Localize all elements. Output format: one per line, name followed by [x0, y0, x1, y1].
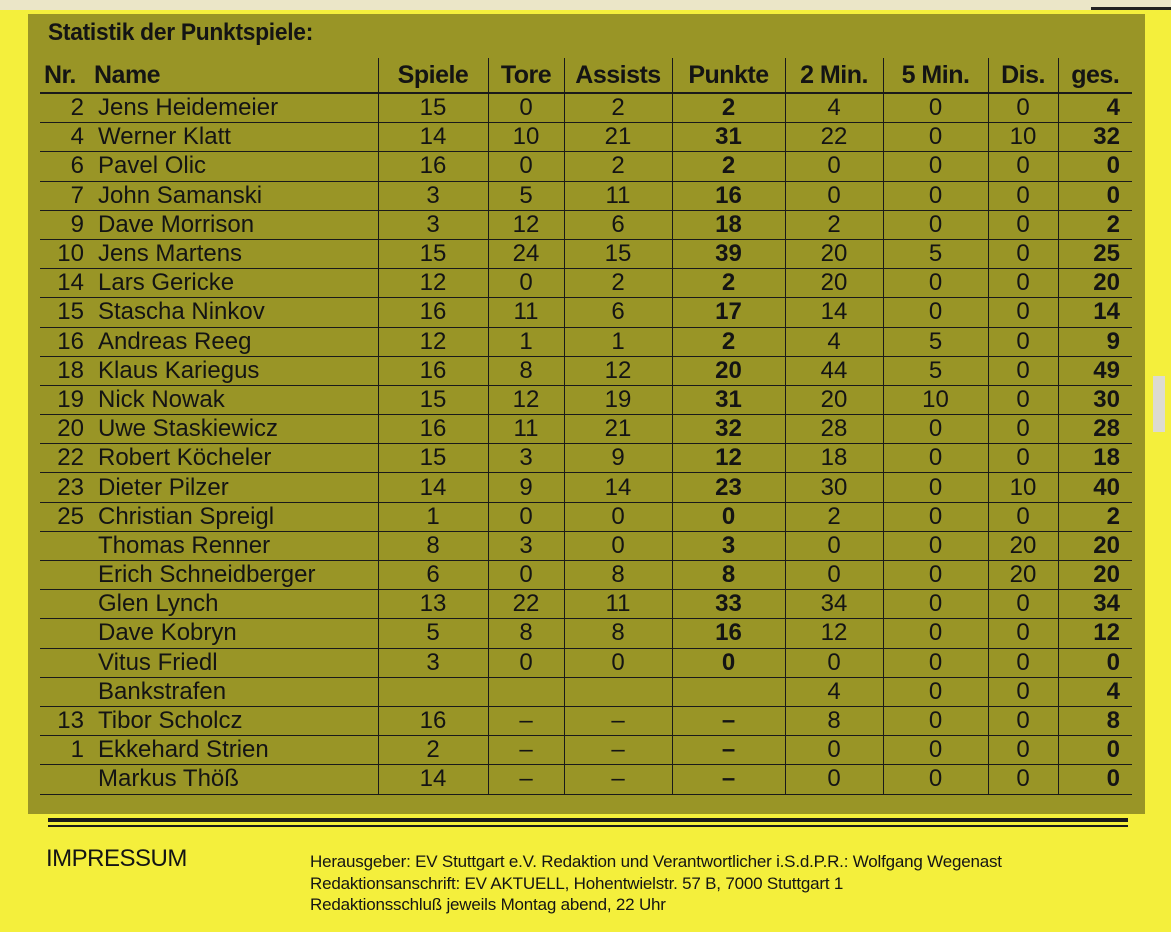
cell-name: Dave Kobryn	[90, 619, 378, 648]
cell-spiele: 16	[378, 152, 488, 181]
table-row	[40, 385, 1132, 414]
cell-punkte: –	[672, 706, 785, 735]
cell-5min: 0	[883, 269, 988, 298]
cell-assists: 8	[564, 619, 672, 648]
table-row	[40, 123, 1132, 152]
cell-punkte: 23	[672, 473, 785, 502]
cell-spiele: 8	[378, 531, 488, 560]
cell-5min: 0	[883, 181, 988, 210]
cell-5min: 0	[883, 531, 988, 560]
cell-punkte: 2	[672, 93, 785, 123]
table-row	[40, 502, 1132, 531]
cell-spiele: 3	[378, 181, 488, 210]
cell-punkte: 17	[672, 298, 785, 327]
cell-assists: 8	[564, 561, 672, 590]
cell-name: Markus Thöß	[90, 765, 378, 794]
cell-2min: 0	[785, 561, 883, 590]
cell-ges: 0	[1058, 648, 1132, 677]
cell-nr: 23	[40, 473, 90, 502]
cell-nr: 16	[40, 327, 90, 356]
cell-nr	[40, 677, 90, 706]
cell-spiele	[378, 677, 488, 706]
cell-2min: 18	[785, 444, 883, 473]
cell-nr: 4	[40, 123, 90, 152]
cell-5min: 0	[883, 152, 988, 181]
cell-tore: 0	[488, 93, 564, 123]
cell-assists: 11	[564, 181, 672, 210]
page-title: Statistik der Punktspiele:	[48, 19, 314, 46]
cell-5min: 0	[883, 590, 988, 619]
cell-punkte: 0	[672, 648, 785, 677]
cell-2min: 0	[785, 531, 883, 560]
cell-ges: 8	[1058, 706, 1132, 735]
cell-name: Christian Spreigl	[90, 502, 378, 531]
cell-dis: 0	[988, 181, 1058, 210]
top-edge-strip	[0, 0, 1171, 10]
cell-nr: 18	[40, 356, 90, 385]
cell-dis: 0	[988, 590, 1058, 619]
cell-dis: 0	[988, 765, 1058, 794]
cell-5min: 5	[883, 239, 988, 268]
cell-punkte	[672, 677, 785, 706]
cell-name: Glen Lynch	[90, 590, 378, 619]
divider-thin	[48, 825, 1128, 827]
cell-name: Werner Klatt	[90, 123, 378, 152]
cell-assists: 9	[564, 444, 672, 473]
divider-thick	[48, 818, 1128, 822]
cell-tore: 0	[488, 561, 564, 590]
cell-spiele: 6	[378, 561, 488, 590]
cell-ges: 0	[1058, 736, 1132, 765]
cell-5min: 0	[883, 444, 988, 473]
cell-tore: 8	[488, 619, 564, 648]
cell-punkte: 2	[672, 152, 785, 181]
cell-5min: 0	[883, 123, 988, 152]
cell-name: Pavel Olic	[90, 152, 378, 181]
cell-spiele: 16	[378, 356, 488, 385]
cell-dis: 20	[988, 531, 1058, 560]
cell-dis: 0	[988, 706, 1058, 735]
table-row	[40, 677, 1132, 706]
cell-5min: 0	[883, 415, 988, 444]
cell-assists: 6	[564, 298, 672, 327]
cell-tore: 3	[488, 531, 564, 560]
cell-name: Stascha Ninkov	[90, 298, 378, 327]
cell-name: Thomas Renner	[90, 531, 378, 560]
cell-ges: 4	[1058, 93, 1132, 123]
cell-tore: –	[488, 765, 564, 794]
cell-nr: 9	[40, 210, 90, 239]
cell-dis: 0	[988, 327, 1058, 356]
cell-tore: 11	[488, 298, 564, 327]
cell-name: Jens Martens	[90, 239, 378, 268]
column-header-assists: Assists	[564, 58, 672, 93]
cell-nr: 1	[40, 736, 90, 765]
column-header-spiele: Spiele	[378, 58, 488, 93]
table-row	[40, 444, 1132, 473]
cell-tore: 1	[488, 327, 564, 356]
impressum-details	[310, 851, 1002, 916]
cell-assists	[564, 677, 672, 706]
cell-2min: 4	[785, 327, 883, 356]
cell-tore: 0	[488, 269, 564, 298]
cell-spiele: 15	[378, 385, 488, 414]
cell-tore: –	[488, 736, 564, 765]
cell-dis: 10	[988, 473, 1058, 502]
cell-assists: 12	[564, 356, 672, 385]
cell-ges: 12	[1058, 619, 1132, 648]
cell-5min: 0	[883, 677, 988, 706]
cell-dis: 0	[988, 648, 1058, 677]
cell-dis: 0	[988, 502, 1058, 531]
cell-5min: 0	[883, 210, 988, 239]
cell-5min: 10	[883, 385, 988, 414]
cell-ges: 0	[1058, 152, 1132, 181]
impressum-line: Redaktionsanschrift: EV AKTUELL, Hohentwielstr. 57 B, 7000 Stuttgart 1	[310, 873, 844, 893]
table-row	[40, 298, 1132, 327]
cell-ges: 0	[1058, 181, 1132, 210]
cell-ges: 0	[1058, 765, 1132, 794]
cell-spiele: 2	[378, 736, 488, 765]
cell-ges: 9	[1058, 327, 1132, 356]
table-row	[40, 473, 1132, 502]
table-row	[40, 415, 1132, 444]
cell-name: Tibor Scholcz	[90, 706, 378, 735]
cell-assists: –	[564, 706, 672, 735]
cell-punkte: 2	[672, 327, 785, 356]
column-header-ges: ges.	[1058, 58, 1132, 93]
cell-ges: 49	[1058, 356, 1132, 385]
cell-ges: 30	[1058, 385, 1132, 414]
cell-2min: 4	[785, 677, 883, 706]
cell-nr	[40, 619, 90, 648]
cell-assists: –	[564, 736, 672, 765]
cell-tore: 11	[488, 415, 564, 444]
cell-5min: 0	[883, 93, 988, 123]
table-row	[40, 765, 1132, 794]
cell-tore: 24	[488, 239, 564, 268]
cell-nr: 20	[40, 415, 90, 444]
table-header-row	[40, 58, 1132, 93]
cell-spiele: 3	[378, 210, 488, 239]
table-row	[40, 327, 1132, 356]
cell-dis: 0	[988, 152, 1058, 181]
cell-assists: 6	[564, 210, 672, 239]
cell-spiele: 16	[378, 298, 488, 327]
cell-spiele: 16	[378, 415, 488, 444]
stats-table-body	[40, 93, 1132, 794]
cell-tore: 12	[488, 210, 564, 239]
cell-nr: 10	[40, 239, 90, 268]
cell-nr: 25	[40, 502, 90, 531]
cell-tore: 9	[488, 473, 564, 502]
cell-2min: 34	[785, 590, 883, 619]
cell-5min: 0	[883, 765, 988, 794]
impressum-heading: IMPRESSUM	[46, 845, 187, 872]
cell-5min: 0	[883, 502, 988, 531]
cell-tore: 10	[488, 123, 564, 152]
cell-name: Ekkehard Strien	[90, 736, 378, 765]
cell-2min: 20	[785, 269, 883, 298]
cell-ges: 32	[1058, 123, 1132, 152]
cell-5min: 0	[883, 298, 988, 327]
cell-assists: 0	[564, 648, 672, 677]
cell-nr	[40, 765, 90, 794]
cell-name: Nick Nowak	[90, 385, 378, 414]
cell-5min: 0	[883, 473, 988, 502]
cell-dis: 0	[988, 415, 1058, 444]
cell-punkte: 12	[672, 444, 785, 473]
cell-dis: 20	[988, 561, 1058, 590]
cell-spiele: 1	[378, 502, 488, 531]
cell-2min: 14	[785, 298, 883, 327]
cell-punkte: 31	[672, 123, 785, 152]
cell-dis: 10	[988, 123, 1058, 152]
cell-assists: 0	[564, 502, 672, 531]
cell-nr: 2	[40, 93, 90, 123]
cell-punkte: 8	[672, 561, 785, 590]
table-row	[40, 152, 1132, 181]
cell-punkte: 33	[672, 590, 785, 619]
cell-assists: 15	[564, 239, 672, 268]
cell-punkte: 3	[672, 531, 785, 560]
cell-punkte: 0	[672, 502, 785, 531]
table-row	[40, 239, 1132, 268]
cell-punkte: –	[672, 765, 785, 794]
cell-spiele: 12	[378, 269, 488, 298]
cell-name: Robert Köcheler	[90, 444, 378, 473]
cell-punkte: 2	[672, 269, 785, 298]
cell-dis: 0	[988, 210, 1058, 239]
cell-2min: 8	[785, 706, 883, 735]
cell-name: Vitus Friedl	[90, 648, 378, 677]
table-row	[40, 210, 1132, 239]
table-row	[40, 531, 1132, 560]
cell-assists: 1	[564, 327, 672, 356]
cell-assists: 21	[564, 415, 672, 444]
cell-dis: 0	[988, 619, 1058, 648]
cell-dis: 0	[988, 356, 1058, 385]
cell-name: Klaus Kariegus	[90, 356, 378, 385]
cell-ges: 14	[1058, 298, 1132, 327]
table-row	[40, 590, 1132, 619]
cell-nr: 14	[40, 269, 90, 298]
cell-dis: 0	[988, 239, 1058, 268]
cell-5min: 0	[883, 706, 988, 735]
table-row	[40, 706, 1132, 735]
cell-ges: 20	[1058, 269, 1132, 298]
cell-spiele: 16	[378, 706, 488, 735]
table-row	[40, 181, 1132, 210]
cell-ges: 20	[1058, 561, 1132, 590]
cell-dis: 0	[988, 444, 1058, 473]
stats-table	[40, 58, 1132, 795]
cell-2min: 0	[785, 648, 883, 677]
cell-spiele: 3	[378, 648, 488, 677]
cell-punkte: 31	[672, 385, 785, 414]
cell-2min: 0	[785, 181, 883, 210]
cell-name: Andreas Reeg	[90, 327, 378, 356]
cell-dis: 0	[988, 385, 1058, 414]
cell-punkte: –	[672, 736, 785, 765]
cell-spiele: 12	[378, 327, 488, 356]
cell-name: Bankstrafen	[90, 677, 378, 706]
cell-2min: 30	[785, 473, 883, 502]
column-header-nr: Nr.	[40, 58, 90, 93]
cell-punkte: 18	[672, 210, 785, 239]
cell-5min: 0	[883, 736, 988, 765]
cell-tore: 0	[488, 502, 564, 531]
cell-assists: 11	[564, 590, 672, 619]
cell-nr: 22	[40, 444, 90, 473]
cell-5min: 0	[883, 561, 988, 590]
column-header-5min: 5 Min.	[883, 58, 988, 93]
cell-tore: 0	[488, 152, 564, 181]
cell-name: Erich Schneidberger	[90, 561, 378, 590]
cell-spiele: 15	[378, 239, 488, 268]
table-row	[40, 269, 1132, 298]
cell-dis: 0	[988, 269, 1058, 298]
cell-ges: 20	[1058, 531, 1132, 560]
cell-tore: 0	[488, 648, 564, 677]
cell-2min: 20	[785, 239, 883, 268]
cell-assists: 2	[564, 93, 672, 123]
cell-assists: 2	[564, 269, 672, 298]
cell-tore	[488, 677, 564, 706]
cell-nr	[40, 648, 90, 677]
cell-name: Dave Morrison	[90, 210, 378, 239]
impressum-line: Herausgeber: EV Stuttgart e.V. Redaktion und Verantwortlicher i.S.d.P.R.: Wolfgang Wegenast	[310, 852, 1002, 871]
cell-2min: 12	[785, 619, 883, 648]
cell-nr	[40, 590, 90, 619]
cell-tore: 22	[488, 590, 564, 619]
table-row	[40, 648, 1132, 677]
cell-ges: 18	[1058, 444, 1132, 473]
cell-nr: 6	[40, 152, 90, 181]
cell-spiele: 15	[378, 444, 488, 473]
cell-name: John Samanski	[90, 181, 378, 210]
column-header-punkte: Punkte	[672, 58, 785, 93]
cell-2min: 28	[785, 415, 883, 444]
cell-ges: 40	[1058, 473, 1132, 502]
impressum-line: Redaktionsschluß jeweils Montag abend, 22 Uhr	[310, 895, 666, 914]
cell-2min: 4	[785, 93, 883, 123]
cell-2min: 0	[785, 736, 883, 765]
cell-nr: 19	[40, 385, 90, 414]
cell-spiele: 15	[378, 93, 488, 123]
cell-2min: 44	[785, 356, 883, 385]
table-row	[40, 561, 1132, 590]
column-header-tore: Tore	[488, 58, 564, 93]
cell-nr: 15	[40, 298, 90, 327]
cell-2min: 0	[785, 152, 883, 181]
cell-nr	[40, 531, 90, 560]
cell-punkte: 32	[672, 415, 785, 444]
cell-spiele: 5	[378, 619, 488, 648]
cell-dis: 0	[988, 298, 1058, 327]
column-header-name: Name	[90, 58, 378, 93]
cell-assists: 19	[564, 385, 672, 414]
cell-punkte: 20	[672, 356, 785, 385]
cell-name: Lars Gericke	[90, 269, 378, 298]
page-edge-mark	[1153, 376, 1165, 432]
cell-spiele: 14	[378, 765, 488, 794]
cell-dis: 0	[988, 677, 1058, 706]
cell-tore: 8	[488, 356, 564, 385]
cell-assists: 14	[564, 473, 672, 502]
cell-ges: 28	[1058, 415, 1132, 444]
cell-2min: 0	[785, 765, 883, 794]
cell-dis: 0	[988, 93, 1058, 123]
cell-ges: 2	[1058, 502, 1132, 531]
cell-assists: –	[564, 765, 672, 794]
table-row	[40, 93, 1132, 123]
cell-name: Uwe Staskiewicz	[90, 415, 378, 444]
cell-spiele: 13	[378, 590, 488, 619]
cell-name: Dieter Pilzer	[90, 473, 378, 502]
cell-punkte: 16	[672, 619, 785, 648]
cell-tore: 5	[488, 181, 564, 210]
cell-2min: 2	[785, 210, 883, 239]
cell-name: Jens Heidemeier	[90, 93, 378, 123]
cell-punkte: 39	[672, 239, 785, 268]
cell-tore: 12	[488, 385, 564, 414]
cell-ges: 4	[1058, 677, 1132, 706]
column-header-2min: 2 Min.	[785, 58, 883, 93]
cell-spiele: 14	[378, 473, 488, 502]
cell-punkte: 16	[672, 181, 785, 210]
cell-tore: 3	[488, 444, 564, 473]
table-row	[40, 736, 1132, 765]
cell-spiele: 14	[378, 123, 488, 152]
cell-2min: 22	[785, 123, 883, 152]
cell-ges: 34	[1058, 590, 1132, 619]
cell-nr: 7	[40, 181, 90, 210]
cell-ges: 25	[1058, 239, 1132, 268]
top-edge-line	[1091, 7, 1171, 10]
cell-assists: 2	[564, 152, 672, 181]
cell-2min: 2	[785, 502, 883, 531]
cell-5min: 0	[883, 619, 988, 648]
cell-5min: 5	[883, 327, 988, 356]
cell-tore: –	[488, 706, 564, 735]
column-header-dis: Dis.	[988, 58, 1058, 93]
cell-assists: 0	[564, 531, 672, 560]
cell-dis: 0	[988, 736, 1058, 765]
cell-ges: 2	[1058, 210, 1132, 239]
table-row	[40, 619, 1132, 648]
table-row	[40, 356, 1132, 385]
cell-5min: 5	[883, 356, 988, 385]
cell-assists: 21	[564, 123, 672, 152]
cell-2min: 20	[785, 385, 883, 414]
cell-5min: 0	[883, 648, 988, 677]
cell-nr: 13	[40, 706, 90, 735]
cell-nr	[40, 561, 90, 590]
